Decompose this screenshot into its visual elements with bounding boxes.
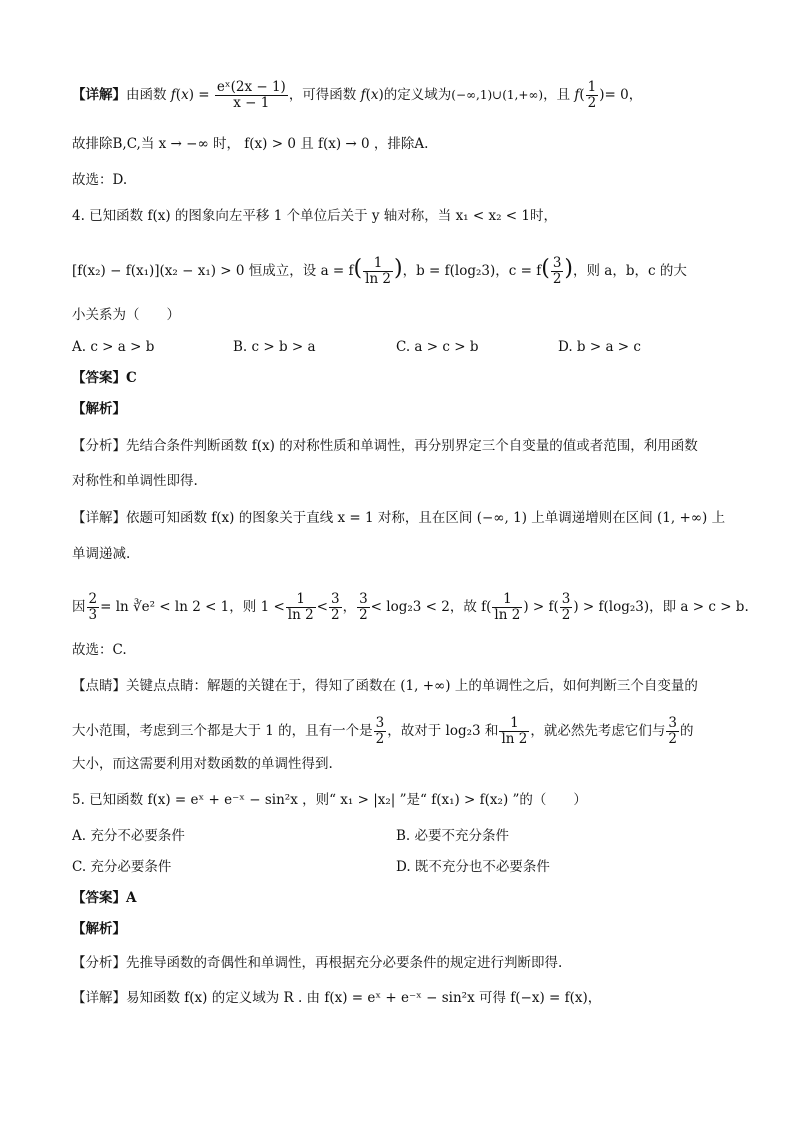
q4-fenxi1: 【分析】先结合条件判断函数 f(x) 的对称性质和单调性，再分别界定三个自变量的值或者范围，利用函数 — [72, 438, 698, 454]
q5-option-a: A. 充分不必要条件 — [72, 828, 185, 844]
q4-analysis: 【解析】 — [72, 401, 126, 417]
q5-answer: 【答案】A — [72, 890, 137, 906]
q5-option-d: D. 既不充分也不必要条件 — [396, 859, 550, 875]
q4-stem3: 小关系为（ ） — [72, 307, 180, 323]
q3-detail-line1: 【详解】由函数 f(x) = $\frac{\text{eˣ(2x − 1)}}{x - 1}$ ，可得函数 f(x)的定义域为(−∞,1)∪(1,+∞)，且 f( $\frac{1}{2}$ )= 0， — [72, 79, 643, 111]
q4-detail2: 单调递减. — [72, 546, 131, 562]
q4-option-b: B. c > b > a — [233, 339, 316, 355]
q4-dianjing1: 【点睛】关键点点睛：解题的关键在于，得知了函数在 (1, +∞) 上的单调性之后，如何判断三个自变量的 — [72, 678, 698, 694]
q4-detail1: 【详解】依题可知函数 f(x) 的图象关于直线 x = 1 对称，且在区间 (−∞, 1) 上单调递增则在区间 (1, +∞) 上 — [72, 510, 726, 526]
q5-option-b: B. 必要不充分条件 — [396, 828, 510, 844]
q4-fenxi2: 对称性和单调性即得. — [72, 473, 198, 489]
q4-dianjing3: 大小，而这需要利用对数函数的单调性得到. — [72, 756, 333, 772]
detail-tag: 【详解】 — [72, 87, 126, 103]
q5-analysis: 【解析】 — [72, 921, 126, 937]
q4-option-d: D. b > a > c — [558, 339, 641, 355]
q4-detail3: 因 $\frac{2}{3}$ = ln ∛e² < ln 2 < 1，则 1 < $\frac{1}{\ln 2}$ < $\frac{3}{2}$ ， $\frac{3}{2}$ < log₂3 < 2，故 f( $\frac{1}{\ln 2}$ ) > f( $\frac{3}{2}$ ) > f(log₂3)，即 a > c > b. — [72, 591, 749, 623]
q4-dianjing2: 大小范围，考虑到三个都是大于 1 的，且有一个是 $\frac{3}{2}$ ，故对于 log₂3 和 $\frac{1}{\ln 2}$ ，就必然先考虑它们与 $\frac{3}{2}$ 的 — [72, 715, 694, 747]
q3-choice: 故选：D. — [72, 172, 128, 188]
q4-stem1: 4. 已知函数 f(x) 的图象向左平移 1 个单位后关于 y 轴对称，当 x₁ < x₂ < 1时， — [72, 208, 557, 224]
q4-stem2: [f(x₂) − f(x₁)](x₂ − x₁) > 0 恒成立，设 a = f( $\frac{1}{\ln 2}$ )，b = f(log₂3)，c = f( $\frac{3}{2}$ )，则 a，b，c 的大 — [72, 255, 687, 287]
q3-detail-line2: 故排除B,C,当 x → −∞ 时， f(x) > 0 且 f(x) → 0 ，排除A. — [72, 136, 429, 152]
q5-detail: 【详解】易知函数 f(x) 的定义域为 R . 由 f(x) = eˣ + e⁻ˣ − sin²x 可得 f(−x) = f(x)， — [72, 990, 602, 1006]
fraction-f: $\frac{\text{eˣ(2x − 1)}}{x - 1}$ — [216, 79, 286, 111]
q4-answer: 【答案】C — [72, 370, 137, 386]
q5-stem: 5. 已知函数 f(x) = eˣ + e⁻ˣ − sin²x ，则“ x₁ > |x₂| ”是“ f(x₁) > f(x₂) ”的（ ） — [72, 792, 587, 808]
q5-fenxi: 【分析】先推导函数的奇偶性和单调性，再根据充分必要条件的规定进行判断即得. — [72, 955, 563, 971]
q4-option-c: C. a > c > b — [396, 339, 479, 355]
q4-option-a: A. c > a > b — [72, 339, 155, 355]
q5-option-c: C. 充分必要条件 — [72, 859, 172, 875]
q4-choice: 故选：C. — [72, 642, 127, 658]
